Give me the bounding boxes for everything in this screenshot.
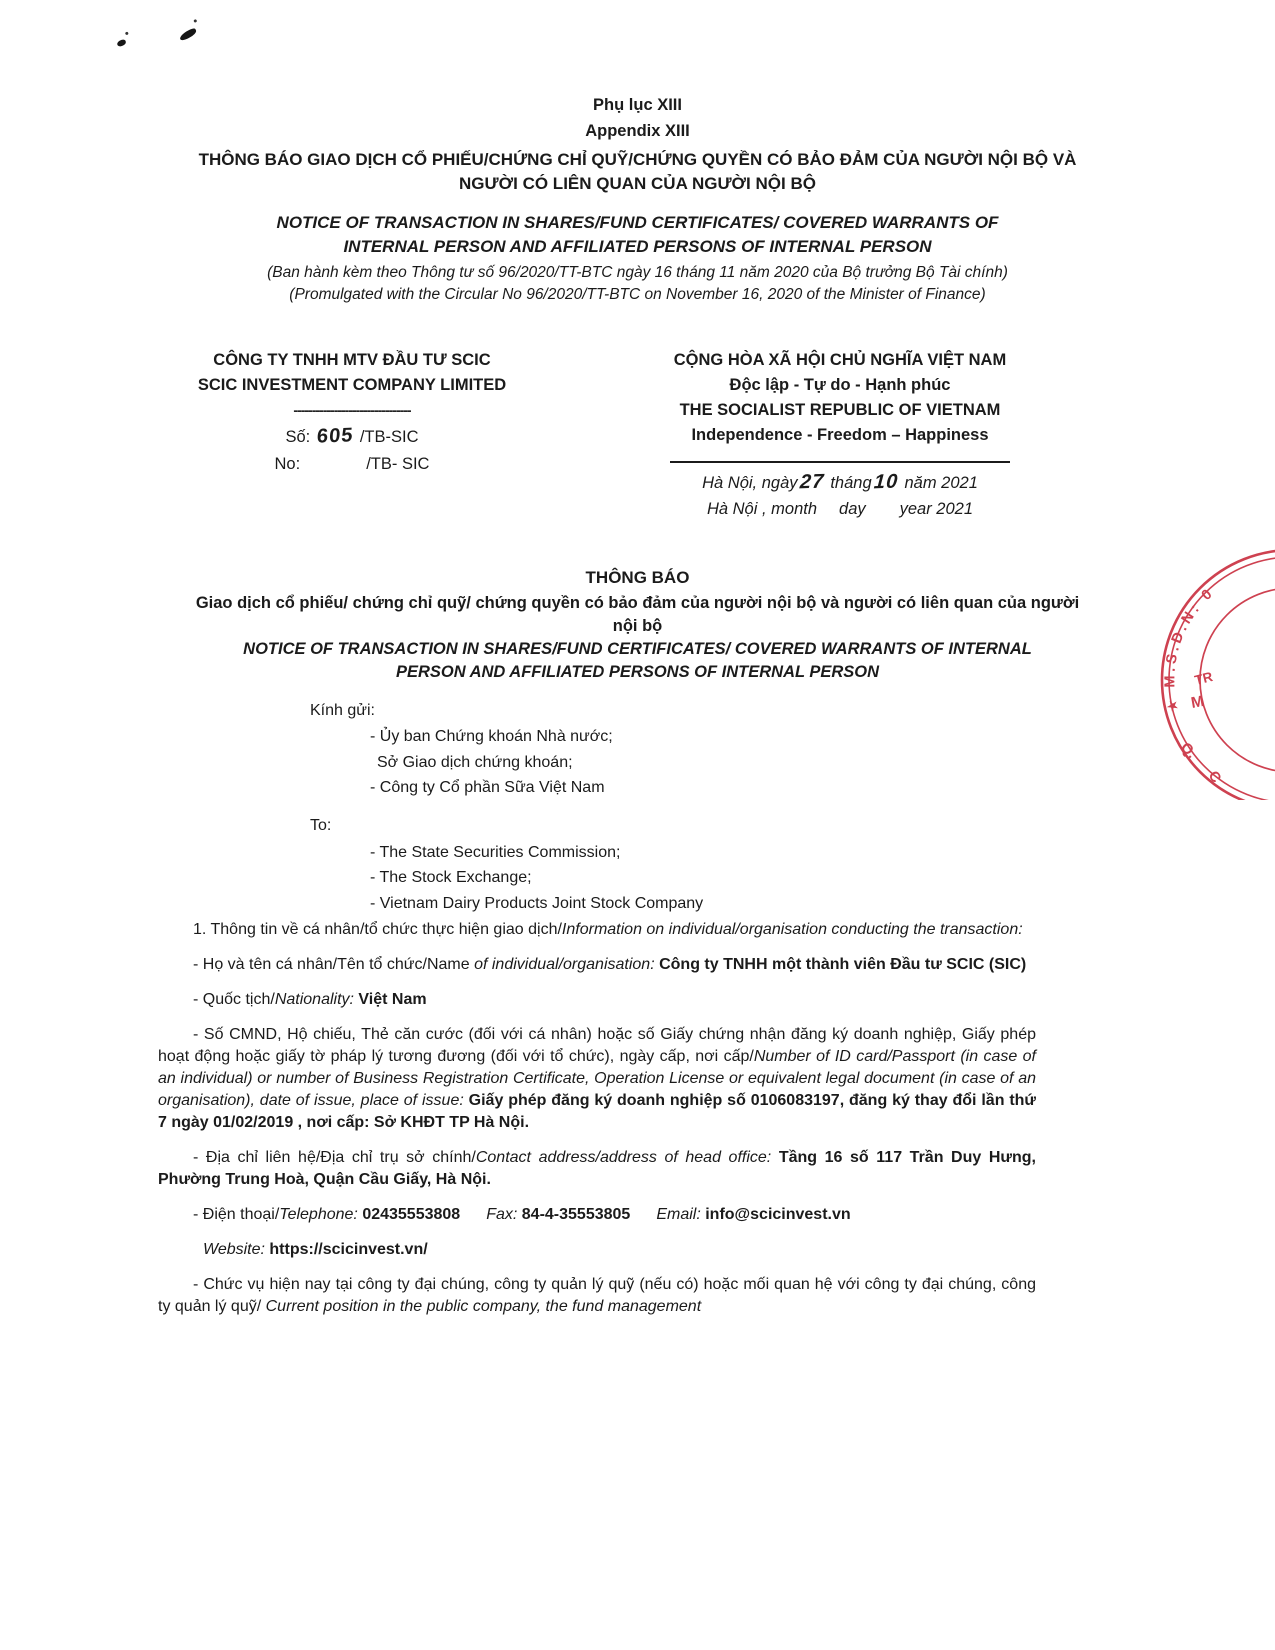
document-title-en: NOTICE OF TRANSACTION IN SHARES/FUND CERTIFICATES/ COVERED WARRANTS OF INTERNAL PERSON AND AFFILIATED PERSONS OF INTERNAL PERSON xyxy=(276,213,999,256)
date-mid: tháng xyxy=(830,474,872,492)
recipients-list-en xyxy=(370,840,703,917)
so-suffix: /TB-SIC xyxy=(359,428,419,446)
nationality-label-en: Nationality: xyxy=(274,991,359,1008)
recipient-en-stock-exchange: - The Stock Exchange; xyxy=(370,869,532,886)
recipient-vn-ssc: - Ủy ban Chứng khoán Nhà nước; xyxy=(370,728,613,745)
kinh-gui-label: Kính gửi: xyxy=(310,702,375,719)
horizontal-rule xyxy=(670,461,1010,463)
stamp-inner-text-fragment-1: TR xyxy=(1193,669,1215,688)
company-name-vn: CÔNG TY TNHH MTV ĐẦU TƯ SCIC xyxy=(213,351,491,369)
ink-mark-2 xyxy=(178,27,197,41)
id-number-paragraph xyxy=(158,1024,1036,1134)
website-label: Website: xyxy=(203,1241,270,1258)
stamp-arc-text-bottom-2: C xyxy=(1204,768,1224,786)
stamp-arc-text-bottom-1: Q. xyxy=(1177,739,1200,762)
position-label-vn: - Chức vụ hiện nay tại công ty đại chúng, công ty quản lý quỹ (nếu có) hoặc mối quan hệ với công ty đại chúng, công ty quản lý quỹ/ xyxy=(158,1276,1036,1315)
notice-heading: THÔNG BÁO xyxy=(585,568,690,587)
website-paragraph xyxy=(158,1239,1036,1261)
issued-under-circular-vn: (Ban hành kèm theo Thông tư số 96/2020/TT-BTC ngày 16 tháng 11 năm 2020 của Bộ trưởng Bộ Tài chính) xyxy=(267,264,1008,281)
email-value: info@scicinvest.vn xyxy=(705,1206,851,1223)
id-label-vn: - Số CMND, Hộ chiếu, Thẻ căn cước (đối với cá nhân) hoặc số Giấy chứng nhận đăng ký doanh nghiệp, Giấy phép hoạt động hoặc giấy tờ pháp lý tương đương (đối với tổ chức), ngày cấp, nơi cấp/ xyxy=(158,1026,1036,1065)
stamp-inner-text-fragment-2: M xyxy=(1189,692,1206,712)
id-label-en: Number of ID card/Passport (in case of an individual) or number of Business Registration Certificate, Operation License or equivalent legal document (in case of an organisation), date of issue, place of issue: xyxy=(158,1048,1036,1109)
so-label: Số: xyxy=(285,428,311,446)
date-suffix: năm 2021 xyxy=(904,474,978,492)
national-title-vn: CỘNG HÒA XÃ HỘI CHỦ NGHĨA VIỆT NAM xyxy=(673,351,1007,369)
date-line-vn xyxy=(638,469,1042,496)
fax-value: 84-4-35553805 xyxy=(521,1206,631,1223)
phone-value: 02435553808 xyxy=(362,1206,461,1223)
fax-label: Fax: xyxy=(486,1206,522,1223)
recipient-en-ssc: - The State Securities Commission; xyxy=(370,843,621,861)
national-motto-en: Independence - Freedom – Happiness xyxy=(691,426,989,444)
website-value: https://scicinvest.vn/ xyxy=(269,1241,428,1258)
ink-mark-1 xyxy=(116,39,126,47)
notice-heading-block xyxy=(0,566,1275,684)
document-number-line-vn xyxy=(158,423,546,451)
nationality-value: Việt Nam xyxy=(358,991,427,1008)
document-number-line-en xyxy=(158,451,546,478)
recipient-vn-vinamilk: - Công ty Cổ phần Sữa Việt Nam xyxy=(370,779,605,796)
issued-under-circular-en: (Promulgated with the Circular No 96/2020/TT-BTC on November 16, 2020 of the Minister of Finance) xyxy=(289,286,986,303)
address-paragraph xyxy=(158,1147,1036,1191)
phone-label-en: Telephone: xyxy=(279,1206,363,1223)
phone-fax-email-paragraph xyxy=(158,1204,1036,1226)
section1-intro-paragraph xyxy=(158,919,1036,941)
to-label: To: xyxy=(310,816,332,834)
name-paragraph xyxy=(158,954,1036,976)
position-label-en: Current position in the public company, the fund management xyxy=(265,1298,702,1315)
recipients-block xyxy=(310,698,703,916)
stamp-arc-text-top: ★ M.S.D.N: 0 xyxy=(1162,584,1219,714)
section1-intro-vn: 1. Thông tin về cá nhân/tổ chức thực hiện giao dịch/ xyxy=(193,921,562,938)
letterhead-national-block xyxy=(638,348,1042,522)
recipient-vn-stock-exchange: Sở Giao dịch chứng khoán; xyxy=(377,753,573,771)
current-position-paragraph xyxy=(158,1274,1036,1318)
no-suffix: /TB- SIC xyxy=(366,455,430,473)
id-value: Giấy phép đăng ký doanh nghiệp số 0106083197, đăng ký thay đổi lần thứ 7 ngày 01/02/2019 , nơi cấp: Sở KHĐT TP Hà Nội. xyxy=(158,1092,1037,1131)
national-motto-vn: Độc lập - Tự do - Hạnh phúc xyxy=(729,376,951,394)
separator-dashes: -------------------------------- xyxy=(293,402,411,418)
appendix-label-vn: Phụ lục XIII xyxy=(593,96,682,114)
date-en-part2: day xyxy=(839,500,866,518)
address-label-en: Contact address/address of head office: xyxy=(475,1149,779,1166)
company-name-en: SCIC INVESTMENT COMPANY LIMITED xyxy=(197,376,507,394)
name-label-vn: - Họ và tên cá nhân/Tên tổ chức/Name xyxy=(193,956,475,973)
notice-subtitle-en: NOTICE OF TRANSACTION IN SHARES/FUND CERTIFICATES/ COVERED WARRANTS OF INTERNAL PERSON AND AFFILIATED PERSONS OF INTERNAL PERSON xyxy=(243,640,1032,681)
address-value: Tầng 16 số 117 Trần Duy Hưng, Phường Trung Hoà, Quận Cầu Giấy, Hà Nội. xyxy=(158,1149,1036,1188)
name-label-en: of individual/organisation: xyxy=(474,956,660,973)
nationality-label-vn: - Quốc tịch/ xyxy=(193,991,275,1008)
phone-label-vn: - Điện thoại/ xyxy=(193,1206,280,1223)
national-title-en: THE SOCIALIST REPUBLIC OF VIETNAM xyxy=(679,401,1001,419)
name-value: Công ty TNHH một thành viên Đầu tư SCIC (SIC) xyxy=(659,956,1027,973)
document-header xyxy=(0,92,1275,306)
date-line-en xyxy=(638,496,1042,522)
date-en-part3: year 2021 xyxy=(899,500,974,518)
date-en-part1: Hà Nội , month xyxy=(706,500,818,518)
letterhead-company-block xyxy=(158,348,546,478)
appendix-label-en: Appendix XIII xyxy=(585,122,690,140)
section1-body xyxy=(158,919,1036,1331)
recipients-list-vn xyxy=(370,724,703,801)
date-prefix: Hà Nội, ngày xyxy=(702,474,798,492)
address-label-vn: - Địa chỉ liên hệ/Địa chỉ trụ sở chính/ xyxy=(193,1149,476,1166)
date-month-handwritten: 10 xyxy=(872,470,899,494)
date-day-handwritten: 27 xyxy=(798,470,825,494)
recipient-en-vinamilk: - Vietnam Dairy Products Joint Stock Company xyxy=(370,894,704,912)
so-value-handwritten: 605 xyxy=(316,424,355,448)
no-label: No: xyxy=(274,455,301,473)
document-title-vn: THÔNG BÁO GIAO DỊCH CỔ PHIẾU/CHỨNG CHỈ QUỸ/CHỨNG QUYỀN CÓ BẢO ĐẢM CỦA NGƯỜI NỘI BỘ VÀ NGƯỜI CÓ LIÊN QUAN CỦA NGƯỜI NỘI BỘ xyxy=(198,150,1077,193)
nationality-paragraph xyxy=(158,989,1036,1011)
section1-intro-en: Information on individual/organisation conducting the transaction: xyxy=(561,921,1023,938)
notice-subtitle-vn: Giao dịch cổ phiếu/ chứng chỉ quỹ/ chứng quyền có bảo đảm của người nội bộ và người có liên quan của người nội bộ xyxy=(195,594,1080,635)
email-label: Email: xyxy=(656,1206,706,1223)
